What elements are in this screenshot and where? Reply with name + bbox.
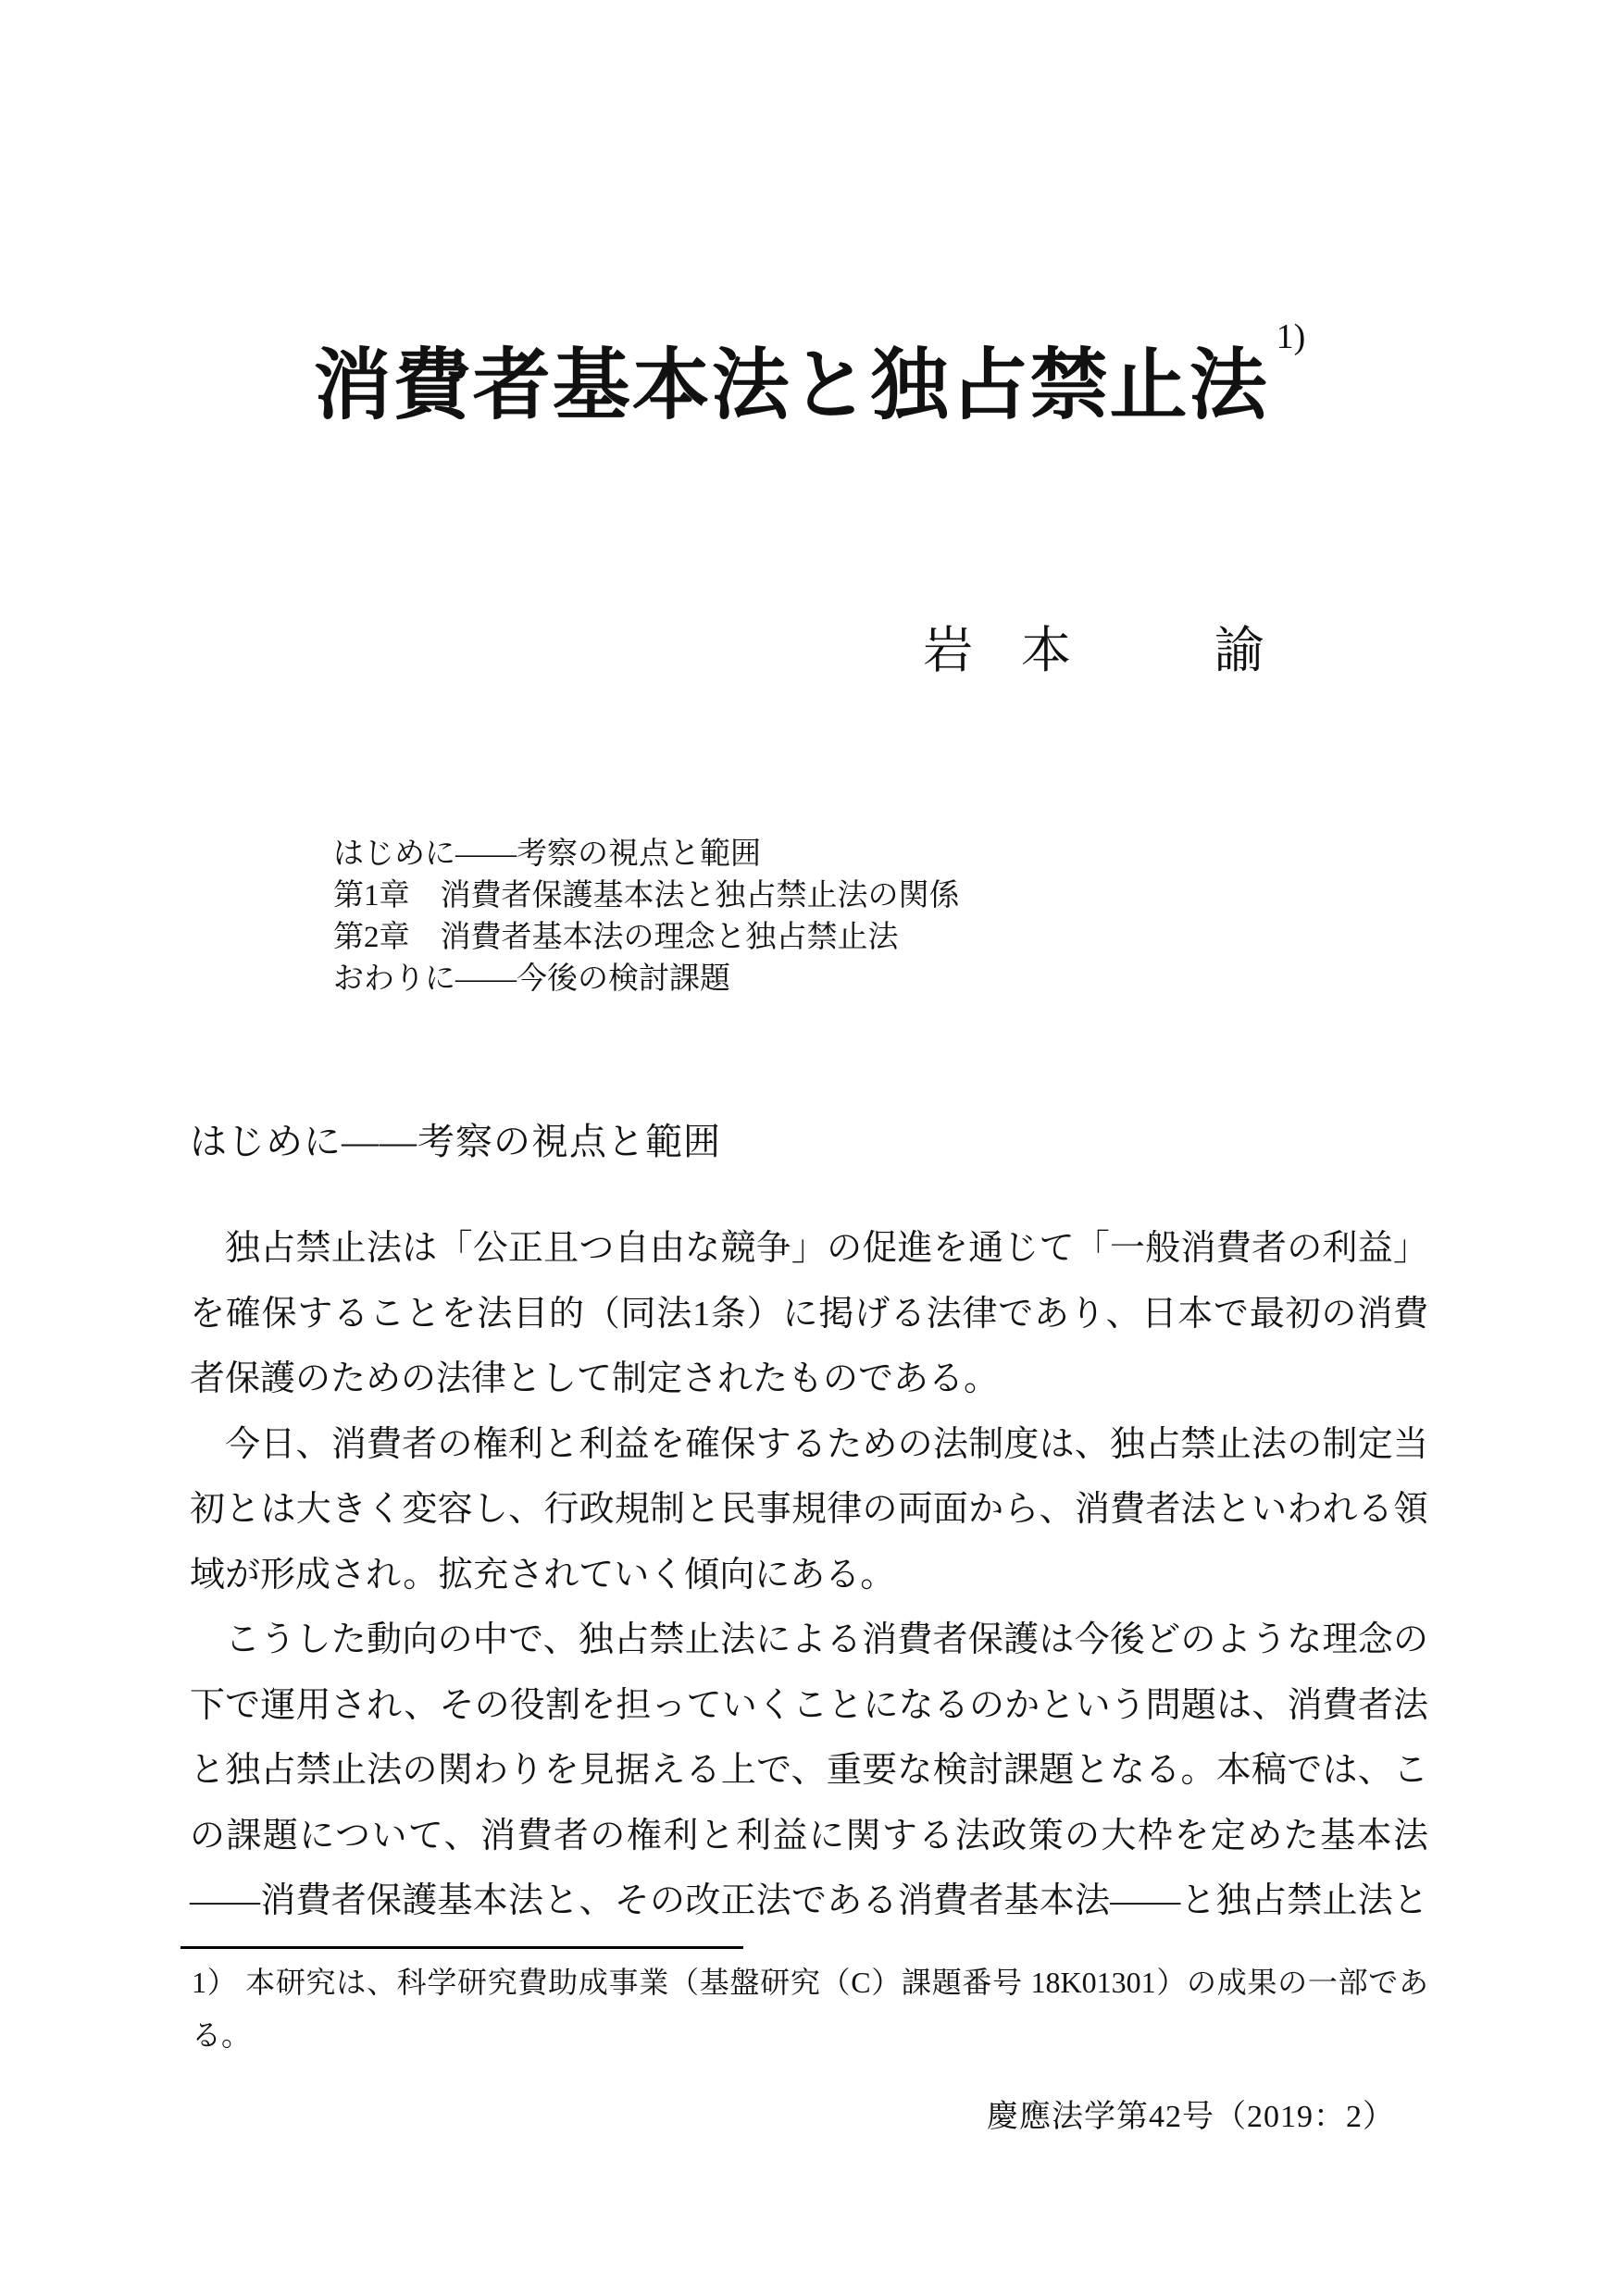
journal-footer: 慶應法学第42号（2019：2）	[987, 2100, 1395, 2134]
body-line: 下で運用され、その役割を担っていくことになるのかという問題は、消費者法	[190, 1685, 1428, 1725]
article-title	[0, 317, 1619, 429]
body-line: ——消費者保護基本法と、その改正法である消費者基本法——と独占禁止法と	[190, 1881, 1428, 1920]
footnote-line: る。	[192, 2018, 252, 2052]
body-line: 者保護のための法律として制定されたものである。	[190, 1359, 1000, 1398]
body-line: 独占禁止法は「公正且つ自由な競争」の促進を通じて「一般消費者の利益」	[225, 1229, 1428, 1268]
article-title-text: 消費者基本法と独占禁止法	[313, 343, 1269, 429]
body-line: の課題について、消費者の権利と利益に関する法政策の大枠を定めた基本法	[190, 1816, 1428, 1855]
table-of-contents	[333, 834, 960, 1000]
toc-item: 第1章 消費者保護基本法と独占禁止法の関係	[333, 879, 960, 912]
toc-item: はじめに——考察の視点と範囲	[333, 838, 761, 871]
body-text	[190, 1216, 1428, 1934]
author-char: 諭	[1214, 623, 1264, 678]
body-line: 初とは大きく変容し、行政規制と民事規律の両面から、消費者法といわれる領	[190, 1490, 1428, 1529]
section-heading: はじめに——考察の視点と範囲	[190, 1121, 721, 1162]
body-line: を確保することを法目的（同法1条）に掲げる法律であり、日本で最初の消費	[190, 1294, 1428, 1334]
footnote	[192, 1956, 1428, 2062]
toc-item: おわりに——今後の検討課題	[333, 962, 730, 996]
body-line: 域が形成され。拡充されていく傾向にある。	[190, 1555, 896, 1595]
author-name	[923, 623, 1264, 678]
footnote-separator	[181, 1946, 743, 1949]
body-line: 今日、消費者の権利と利益を確保するための法制度は、独占禁止法の制定当	[225, 1424, 1428, 1464]
author-char: 岩	[923, 623, 973, 678]
footnote-line: 1） 本研究は、科学研究費助成事業（基盤研究（C）課題番号 18K01301）の成果の一部であ	[192, 1966, 1428, 1999]
toc-item: 第2章 消費者基本法の理念と独占禁止法	[333, 921, 899, 954]
body-line: こうした動向の中で、独占禁止法による消費者保護は今後どのような理念の	[225, 1620, 1428, 1659]
title-footnote-ref: 1)	[1276, 317, 1306, 356]
body-line: と独占禁止法の関わりを見据える上で、重要な検討課題となる。本稿では、こ	[190, 1751, 1428, 1790]
author-char: 本	[1021, 623, 1071, 678]
